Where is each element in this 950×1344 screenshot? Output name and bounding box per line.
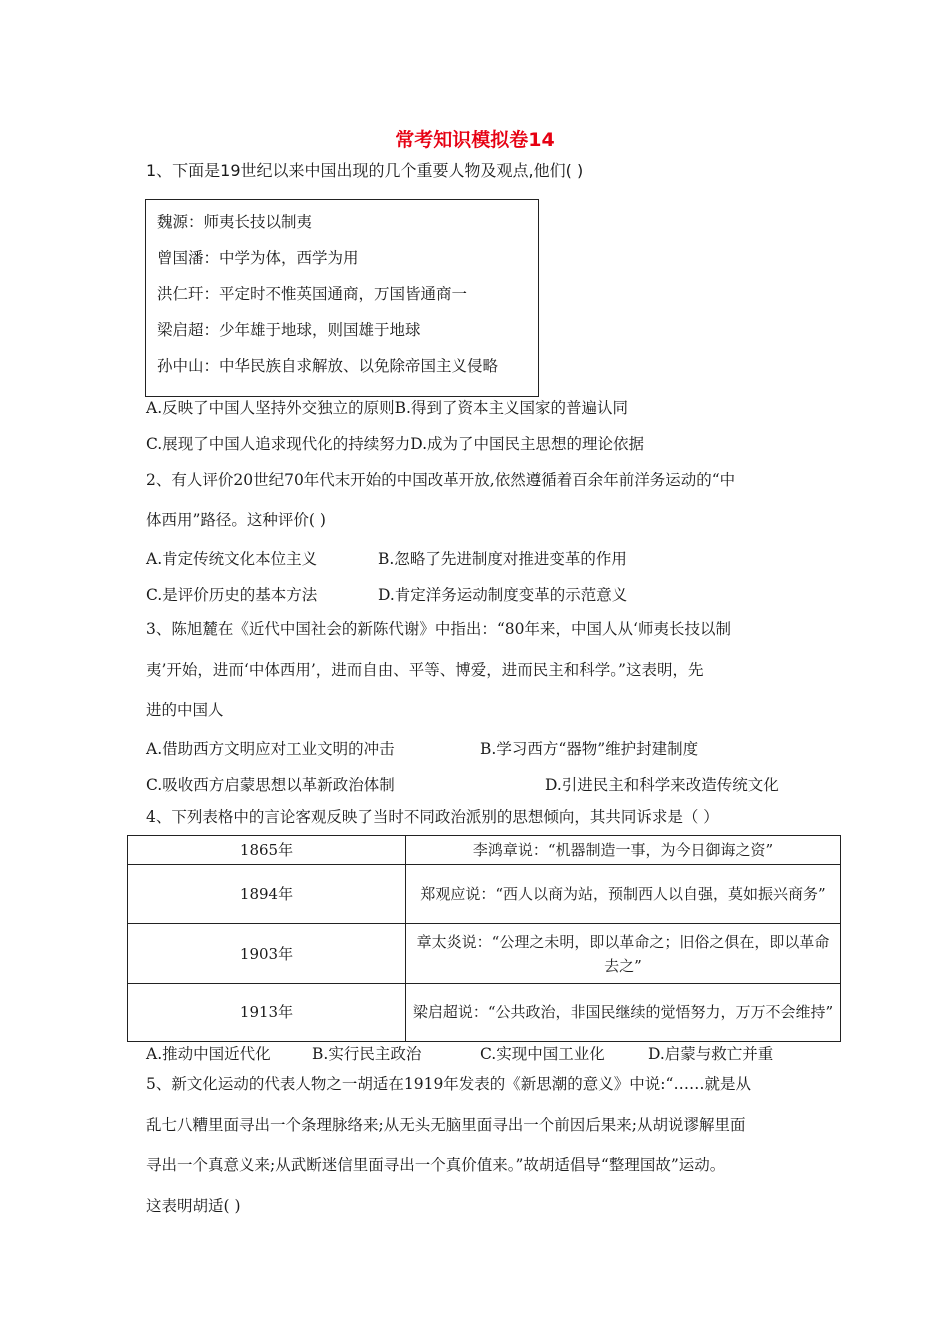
question-2-stem-line-1: 2、有人评价20世纪70年代末开始的中国改革开放,依然遵循着百余年前洋务运动的“中 bbox=[146, 471, 736, 489]
question-4-option-a: A.推动中国近代化 bbox=[146, 1045, 271, 1063]
table-cell-quote: 章太炎说：“公理之未明，即以革命之；旧俗之俱在，即以革命去之” bbox=[406, 924, 841, 983]
question-3-option-a: A.借助西方文明应对工业文明的冲击 bbox=[146, 740, 395, 758]
question-4-option-d: D.启蒙与救亡并重 bbox=[648, 1045, 774, 1063]
question-3-option-c: C.吸收西方启蒙思想以革新政治体制 bbox=[146, 776, 395, 794]
question-1-options-ab: A.反映了中国人坚持外交独立的原则B.得到了资本主义国家的普遍认同 bbox=[146, 399, 628, 417]
question-2-stem-line-2: 体西用”路径。这种评价( ) bbox=[146, 511, 326, 529]
table-cell-year: 1903年 bbox=[128, 924, 406, 983]
quote-line: 魏源：师夷长技以制夷 bbox=[157, 213, 313, 231]
table-cell-year: 1913年 bbox=[128, 983, 406, 1041]
question-1-quote-box bbox=[145, 199, 539, 397]
question-5-stem-line-2: 乱七八糟里面寻出一个条理脉络来;从无头无脑里面寻出一个前因后果来;从胡说谬解里面 bbox=[146, 1116, 746, 1134]
table-row bbox=[128, 865, 841, 924]
table-cell-year: 1865年 bbox=[128, 836, 406, 865]
question-5-stem-line-1: 5、新文化运动的代表人物之一胡适在1919年发表的《新思潮的意义》中说:“……就是从 bbox=[146, 1075, 751, 1093]
table-row bbox=[128, 983, 841, 1041]
question-1-stem: 1、下面是19世纪以来中国出现的几个重要人物及观点,他们( ) bbox=[146, 161, 584, 180]
quote-line: 曾国潘：中学为体，西学为用 bbox=[157, 249, 359, 267]
question-5-stem-line-4: 这表明胡适( ) bbox=[146, 1197, 241, 1215]
question-3-stem-line-1: 3、陈旭麓在《近代中国社会的新陈代谢》中指出：“80年来，中国人从‘师夷长技以制 bbox=[146, 620, 731, 638]
table-row bbox=[128, 836, 841, 865]
table-cell-year: 1894年 bbox=[128, 865, 406, 924]
table-row bbox=[128, 924, 841, 983]
question-1-options-cd: C.展现了中国人追求现代化的持续努力D.成为了中国民主思想的理论依据 bbox=[146, 435, 645, 453]
question-3-stem-line-3: 进的中国人 bbox=[146, 701, 224, 719]
question-4-option-c: C.实现中国工业化 bbox=[480, 1045, 605, 1063]
table-cell-quote: 李鸿章说：“机器制造一事，为今日御诲之资” bbox=[406, 836, 841, 865]
quote-line: 洪仁玕：平定时不惟英国通商，万国皆通商一 bbox=[157, 285, 468, 303]
question-4-option-b: B.实行民主政治 bbox=[312, 1045, 422, 1063]
question-3-stem-line-2: 夷’开始，进而‘中体西用’，进而自由、平等、博爱，进而民主和科学。”这表明，先 bbox=[146, 661, 704, 679]
quote-line: 梁启超：少年雄于地球，则国雄于地球 bbox=[157, 321, 421, 339]
question-3-option-b: B.学习西方“器物”维护封建制度 bbox=[480, 740, 699, 758]
question-5-stem-line-3: 寻出一个真意义来;从武断迷信里面寻出一个真价值来。”故胡适倡导“整理国故”运动。 bbox=[146, 1156, 726, 1174]
question-2-option-b: B.忽略了先进制度对推进变革的作用 bbox=[378, 550, 627, 568]
quote-line: 孙中山：中华民族自求解放、以免除帝国主义侵略 bbox=[157, 357, 499, 375]
question-2-option-d: D.肯定洋务运动制度变革的示范意义 bbox=[378, 586, 628, 604]
question-4-stem: 4、下列表格中的言论客观反映了当时不同政治派别的思想倾向，其共同诉求是（ ） bbox=[146, 808, 719, 826]
table-cell-quote: 梁启超说：“公共政治，非国民继续的觉悟努力，万万不会维持” bbox=[406, 983, 841, 1041]
table-cell-quote: 郑观应说：“西人以商为站，预制西人以自强，莫如振兴商务” bbox=[406, 865, 841, 924]
question-2-option-c: C.是评价历史的基本方法 bbox=[146, 586, 318, 604]
question-3-option-d: D.引进民主和科学来改造传统文化 bbox=[545, 776, 779, 794]
question-2-option-a: A.肯定传统文化本位主义 bbox=[146, 550, 318, 568]
question-4-table bbox=[127, 835, 841, 1042]
page-title: 常考知识模拟卷14 bbox=[395, 129, 555, 151]
